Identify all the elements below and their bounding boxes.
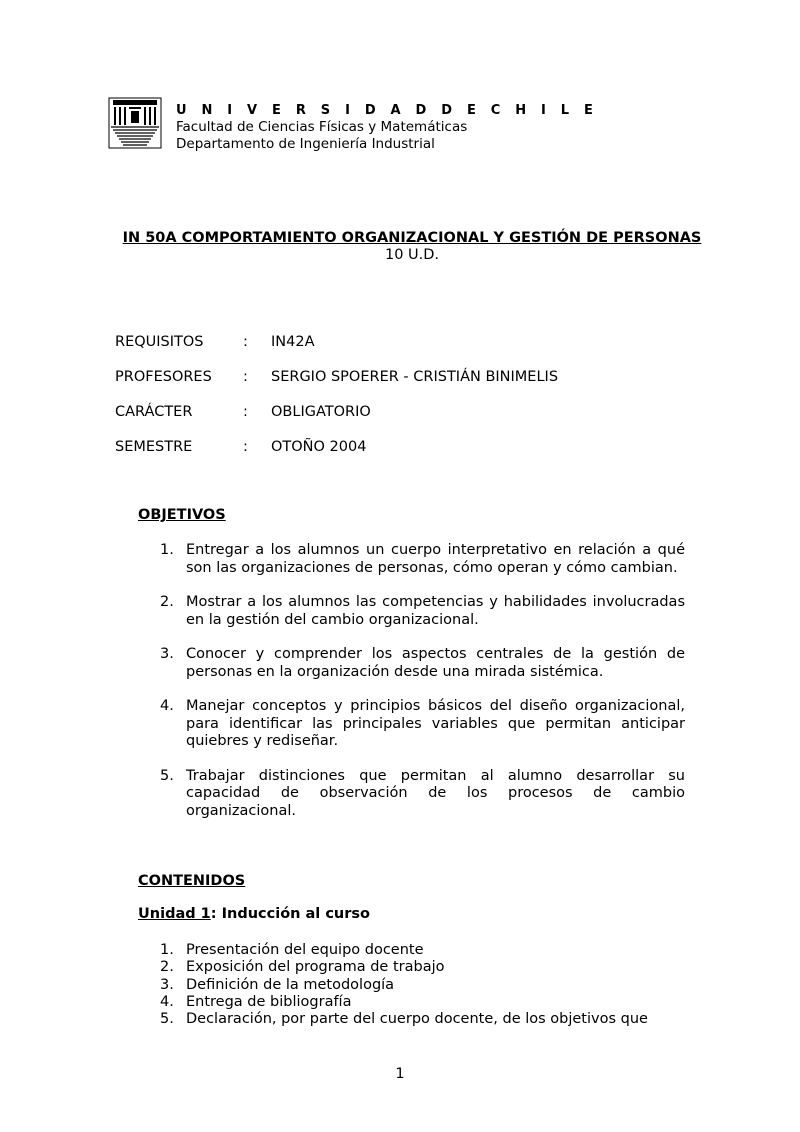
- meta-label: SEMESTRE: [115, 439, 193, 455]
- item-number: 3.: [160, 646, 174, 662]
- university-name: U N I V E R S I D A D D E C H I L E: [176, 103, 599, 118]
- university-building-icon: [108, 96, 162, 150]
- item-text: Mostrar a los alumnos las competencias y habilidades involucradas en la gestión del cambio organizacional.: [186, 594, 685, 628]
- course-units: 10 U.D.: [384, 247, 440, 263]
- list-item: [160, 698, 685, 751]
- unit-label: Unidad 1: [138, 906, 211, 922]
- meta-row: [115, 438, 558, 473]
- page-number: 1: [395, 1066, 405, 1082]
- item-text: Conocer y comprender los aspectos centrales de la gestión de personas en la organización desde una mirada sistémica.: [186, 646, 685, 680]
- meta-value: SERGIO SPOERER - CRISTIÁN BINIMELIS: [271, 369, 559, 385]
- list-item: [160, 1011, 685, 1028]
- item-text: Exposición del programa de trabajo: [186, 959, 445, 976]
- item-text: Declaración, por parte del cuerpo docente, de los objetivos que: [186, 1011, 648, 1028]
- meta-row: [115, 368, 558, 403]
- meta-value: OTOÑO 2004: [271, 439, 367, 455]
- list-item: [160, 768, 685, 821]
- item-number: 3.: [160, 976, 174, 993]
- course-title-block: [110, 230, 714, 264]
- course-title: IN 50A COMPORTAMIENTO ORGANIZACIONAL Y GESTIÓN DE PERSONAS: [122, 230, 702, 246]
- list-item: [160, 977, 685, 994]
- list-item: [160, 646, 685, 681]
- meta-separator: :: [243, 334, 248, 350]
- item-text: Definición de la metodología: [186, 976, 395, 993]
- faculty-name: Facultad de Ciencias Físicas y Matemáticas: [176, 119, 468, 135]
- item-number: 4.: [160, 698, 174, 714]
- meta-separator: :: [243, 369, 248, 385]
- item-number: 4.: [160, 993, 174, 1010]
- meta-label: REQUISITOS: [115, 334, 204, 350]
- meta-row: [115, 333, 558, 368]
- item-number: 2.: [160, 959, 174, 976]
- item-number: 1.: [160, 942, 174, 958]
- unit-title: Inducción al curso: [216, 906, 370, 922]
- list-item: [160, 959, 685, 976]
- meta-row: [115, 403, 558, 438]
- item-number: 2.: [160, 594, 174, 610]
- meta-label: CARÁCTER: [115, 404, 193, 420]
- list-item: [160, 594, 685, 629]
- meta-label: PROFESORES: [115, 369, 212, 385]
- objetivos-list: [160, 542, 685, 837]
- item-text: Entregar a los alumnos un cuerpo interpretativo en relación a qué son las organizaciones de personas, cómo operan y cómo cambian.: [186, 542, 685, 576]
- meta-separator: :: [243, 404, 248, 420]
- item-text: Manejar conceptos y principios básicos del diseño organizacional, para identificar las principales variables que permitan anticipar quiebres y rediseñar.: [186, 698, 685, 749]
- department-name: Departamento de Ingeniería Industrial: [176, 136, 435, 152]
- unit-list: [160, 942, 685, 1028]
- objetivos-heading: OBJETIVOS: [138, 507, 226, 523]
- list-item: [160, 542, 685, 577]
- unit-heading: [138, 906, 370, 922]
- meta-value: IN42A: [271, 334, 315, 350]
- item-number: 1.: [160, 542, 174, 558]
- item-text: Trabajar distinciones que permitan al alumno desarrollar su capacidad de observación de los procesos de cambio organizacional.: [186, 767, 685, 819]
- header-text: [176, 102, 598, 153]
- item-number: 5.: [160, 767, 174, 784]
- list-item: [160, 942, 685, 959]
- meta-value: OBLIGATORIO: [271, 404, 371, 420]
- item-number: 5.: [160, 1011, 174, 1028]
- course-meta: [115, 333, 558, 473]
- contenidos-heading: CONTENIDOS: [138, 873, 246, 889]
- list-item: [160, 994, 685, 1011]
- meta-separator: :: [243, 439, 248, 455]
- unit-separator: :: [210, 906, 217, 922]
- item-text: Entrega de bibliografía: [186, 993, 352, 1010]
- item-text: Presentación del equipo docente: [186, 942, 424, 958]
